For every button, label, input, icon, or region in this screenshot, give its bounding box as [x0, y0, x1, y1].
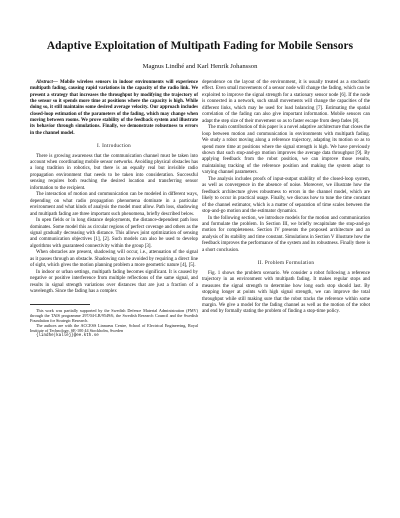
intro-paragraph-1: There is growing awareness that the communication channel must be taken into account when coordinating mobile sensor networks. Avoiding physical obstacles has a long tradition in robotics, but there is an equally real but invisible radio propagation environment that needs to be taken into consideration. Successful sensing requires both reaching the desired location and transferring sensor information to the recipient. [30, 153, 198, 191]
intro-paragraph-3: In open fields or in long distance deployments, the distance-dependent path loss dominates. Some model this as circular regions of perfect coverage and others as the signal gradually decreasing with distance. This allows joint optimization of sensing and communication objectives [1], [2]. Such models can also be used to develop algorithms with guaranteed connectivity within the group [3]. [30, 218, 198, 249]
paper-authors: Magnus Lindhé and Karl Henrik Johansson [142, 63, 258, 70]
section-heading-introduction: I. Introduction [97, 143, 131, 150]
left-column [30, 80, 198, 339]
section-heading-problem-formulation: II. Problem Formulation [257, 260, 315, 267]
analysis-paragraph: The analysis includes proofs of input-output stability of the closed-loop system, as well as convergence in the absence of noise. Moreover, we illustrate how the feedback architecture gives robustness to errors in the channel model, which are likely to occur in practical usage. Finally, we discuss how to tune the time constant of the channel estimator, which is a matter of separation of time scales between the stop-and-go motion and the estimator dynamics. [202, 176, 370, 215]
outline-paragraph: In the following section, we introduce models for the motion and communication and formulate the problem. In Section III, we briefly recapitulate the stop-and-go motion for completeness. Section IV presents the proposed architecture and an analysis of its stability and time constant. Simulations in Section V illustrate how the feedback improves the performance of the system and its robustness. Finally there is a short conclusion. [202, 215, 370, 253]
abstract [30, 80, 198, 137]
paper-title: Adaptive Exploitation of Multipath Fading for Mobile Sensors [46, 40, 354, 52]
footnote-affiliation: The authors are with the ACCESS Linnaeus Centre, School of Electrical Engineering, Royal Institute of Technology, SE-100 44 Stockholm, Sweden [30, 323, 198, 334]
footnote-email: {lindhe|kallej}@ee.kth.se [36, 333, 99, 338]
intro-paragraph-5: In indoor or urban settings, multipath fading becomes significant. It is caused by negative or positive interference from multiple reflections of the same signal, and results in signal strength variations over distances that are just a fraction of a wavelength. Since the fading has a complex [30, 269, 198, 295]
problem-paragraph-1: Fig. 1 shows the problem scenario. We consider a robot following a reference trajectory in an environment with multipath fading. It makes regular stops and measures the signal strength to determine how long each stop should last. By stopping longer at points with high signal strength, we can improve the total throughput while still making sure that the robot tracks the reference within some margin. We give a model for the fading channel as well as the motion of the robot and end by formally stating the problem of finding a stop-time policy. [202, 270, 370, 315]
intro-paragraph-4: When obstacles are present, shadowing will occur, i.e., attenuation of the signal as it passes through an obstacle. Shadowing can be avoided by requiring a direct line of sight, which gives the motion planning problem a more geometric nature [4], [5]. [30, 250, 198, 269]
abstract-text: — Mobile wireless sensors in indoor environments will experience multipath fading, causing rapid variations in the capacity of the radio link. We present a strategy that increases the throughput by modifying the trajectory of the sensor so it spends more time at positions where the capacity is high. While doing so, it still maintains some desired average velocity. Our approach includes closed-loop estimation of the parameters of the fading, which may change when moving between rooms. We prove stability of the feedback system and illustrate its behavior through simulations. Finally, we demonstrate robustness to errors in the channel model. [30, 80, 198, 136]
right-column [202, 80, 370, 316]
abstract-label: Abstract [36, 80, 53, 85]
footnote-funding: This work was partially supported by the Swedish Defence Material Administration (FMV) through the TAIS programme 297/04-LB/9549/6, the Swedish Research Council and the Swedish Foundation for Strategic Research. [30, 307, 198, 323]
intro-paragraph-2: The interaction of motion and communication can be modeled in different ways, depending on what radio propagation phenomena dominate in a particular environment and what kinds of analysis the model must allow. Path loss, shadowing and multipath fading are three important such phenomena, briefly described below. [30, 192, 198, 217]
intro-continued-paragraph: dependence on the layout of the environment, it is usually treated as a stochastic effect. Even small movements of a sensor node will change the fading, which can be exploited to improve the signal strength for a stationary sensor node [6]. If the node is connected in a network, such small movements will change the capacities of the different links, which may be used for load balancing [7]. Estimating the spatial correlation of the fading can also give important information. Mobile sensors can adapt the step size of their movement so as to faster escape from deep fades [8]. [202, 80, 370, 124]
footnote-divider [30, 304, 90, 305]
contribution-paragraph: The main contribution of this paper is a novel adaptive architecture that closes the loop between motion and communication in environments with multipath fading. We study a robot moving along a reference trajectory, adapting its motion so as to spend more time at positions where the signal strength is high. We have previously shown that such stop-and-go motion improves the average data throughput [9]. By applying feedback from the robot position, we can improve those results, maintaining tracking of the reference position and making the system adapt to varying channel parameters. [202, 125, 370, 176]
